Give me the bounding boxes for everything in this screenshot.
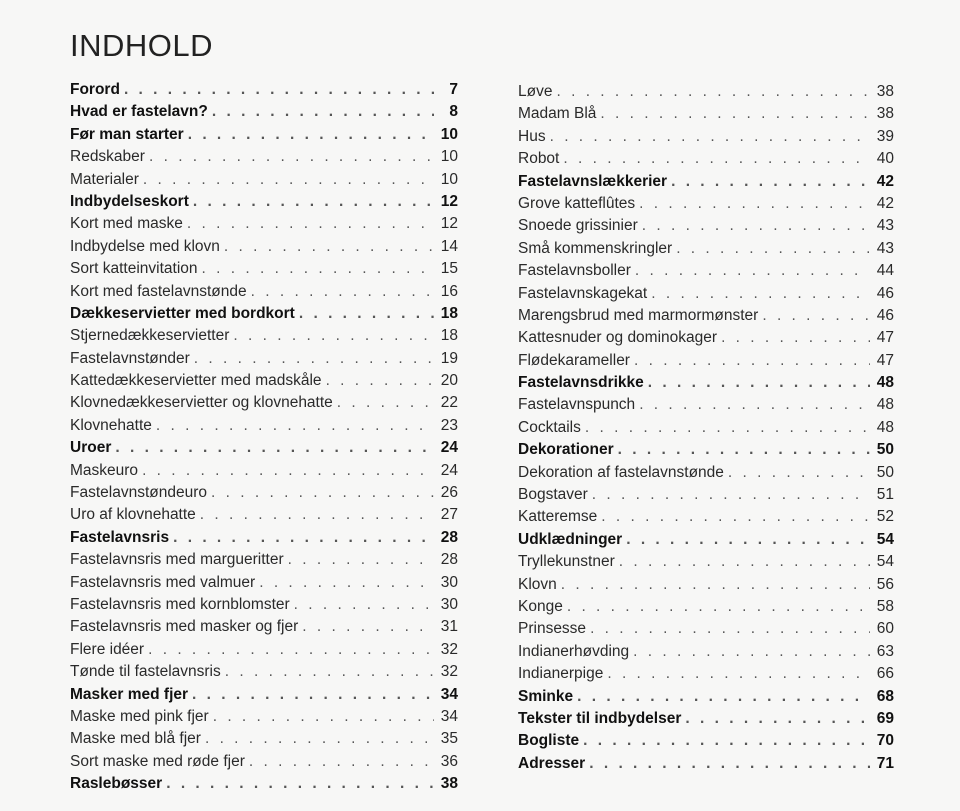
toc-page-number: 30 — [440, 595, 458, 613]
toc-page-number: 35 — [440, 730, 458, 748]
toc-entry-title: Fastelavnsris med kornblomster — [70, 595, 290, 613]
toc-section-entry — [70, 303, 458, 325]
toc-entry — [518, 260, 894, 282]
toc-entry — [70, 348, 458, 370]
toc-entry-title: Katteremse — [518, 508, 598, 526]
toc-page-number: 47 — [876, 351, 894, 369]
toc-entry-title: Redskaber — [70, 148, 145, 166]
toc-entry — [518, 618, 894, 640]
toc-entry — [70, 146, 458, 168]
dot-leader — [585, 417, 870, 439]
toc-section-entry — [518, 372, 894, 394]
dot-leader — [251, 281, 434, 303]
toc-entry — [518, 305, 894, 327]
toc-entry-title: Uroer — [70, 439, 112, 457]
toc-entry-title: Dækkeservietter med bordkort — [70, 304, 295, 322]
toc-page-number: 54 — [876, 553, 894, 571]
toc-entry-title: Indianerpige — [518, 665, 604, 683]
toc-entry — [518, 462, 894, 484]
toc-page-number: 43 — [876, 239, 894, 257]
toc-entry — [518, 283, 894, 305]
toc-page-number: 60 — [876, 620, 894, 638]
toc-entry-title: Materialer — [70, 170, 139, 188]
toc-page-number: 48 — [876, 396, 894, 414]
toc-page-number: 18 — [440, 327, 458, 345]
dot-leader — [115, 437, 434, 459]
toc-entry-title: Fastelavnsris — [70, 528, 170, 546]
toc-entry — [518, 417, 894, 439]
dot-leader — [618, 439, 870, 461]
dot-leader — [225, 661, 434, 683]
toc-page-number: 28 — [440, 528, 458, 546]
toc-entry-title: Fastelavnslækkerier — [518, 172, 668, 190]
dot-leader — [294, 594, 434, 616]
dot-leader — [634, 350, 870, 372]
toc-entry-title: Cocktails — [518, 418, 581, 436]
dot-leader — [728, 462, 870, 484]
dot-leader — [685, 708, 870, 730]
toc-entry — [70, 325, 458, 347]
toc-entry-title: Konge — [518, 597, 563, 615]
dot-leader — [337, 392, 434, 414]
dot-leader — [592, 484, 870, 506]
toc-section-entry — [70, 773, 458, 795]
toc-page-number: 30 — [440, 573, 458, 591]
toc-entry-title: Sminke — [518, 687, 574, 705]
toc-page-number: 12 — [440, 215, 458, 233]
toc-entry — [70, 258, 458, 280]
toc-entry-title: Klovnehatte — [70, 416, 152, 434]
toc-section-entry — [518, 708, 894, 730]
toc-section-entry — [70, 191, 458, 213]
dot-leader — [639, 394, 870, 416]
toc-page-number: 12 — [440, 192, 458, 210]
toc-entry — [70, 661, 458, 683]
dot-leader — [143, 169, 434, 191]
dot-leader — [202, 258, 434, 280]
toc-page-number: 34 — [440, 685, 458, 703]
toc-page-number: 10 — [440, 125, 458, 143]
toc-entry — [518, 126, 894, 148]
toc-entry — [518, 551, 894, 573]
toc-entry-title: Små kommenskringler — [518, 239, 673, 257]
toc-entry-title: Klovnedækkeservietter og klovnehatte — [70, 394, 333, 412]
toc-entry-title: Kort med maske — [70, 215, 183, 233]
toc-page-number: 50 — [876, 441, 894, 459]
toc-page-number: 50 — [876, 463, 894, 481]
dot-leader — [589, 753, 870, 775]
toc-page-number: 24 — [440, 439, 458, 457]
dot-leader — [233, 325, 434, 347]
toc-page-number: 10 — [440, 148, 458, 166]
dot-leader — [583, 730, 870, 752]
dot-leader — [299, 303, 434, 325]
toc-entry-title: Fastelavnsris med margueritter — [70, 551, 284, 569]
toc-entry-title: Klovn — [518, 575, 557, 593]
toc-entry — [70, 616, 458, 638]
toc-entry-title: Fastelavnsboller — [518, 262, 631, 280]
dot-leader — [302, 616, 434, 638]
toc-entry — [518, 238, 894, 260]
toc-entry — [518, 350, 894, 372]
toc-entry — [70, 751, 458, 773]
toc-entry — [70, 281, 458, 303]
toc-page-number: 19 — [440, 349, 458, 367]
toc-entry-title: Dekorationer — [518, 441, 614, 459]
toc-page-number: 36 — [440, 752, 458, 770]
toc-entry-title: Forord — [70, 81, 120, 98]
toc-page-number: 63 — [876, 642, 894, 660]
toc-section-entry — [518, 439, 894, 461]
toc-page-number: 18 — [440, 304, 458, 322]
dot-leader — [188, 124, 434, 146]
toc-entry — [70, 392, 458, 414]
dot-leader — [762, 305, 870, 327]
toc-page-number: 28 — [440, 551, 458, 569]
toc-page-number: 38 — [440, 775, 458, 793]
dot-leader — [600, 103, 870, 125]
toc-entry-title: Raslebøsser — [70, 775, 163, 793]
toc-entry-title: Fastelavnsris med masker og fjer — [70, 618, 299, 636]
toc-entry — [70, 415, 458, 437]
toc-entry — [518, 506, 894, 528]
dot-leader — [193, 191, 434, 213]
dot-leader — [259, 572, 434, 594]
toc-entry-title: Snoede grissinier — [518, 217, 638, 235]
dot-leader — [149, 146, 434, 168]
dot-leader — [142, 460, 434, 482]
dot-leader — [561, 574, 870, 596]
toc-entry — [70, 639, 458, 661]
toc-entry-title: Maskeuro — [70, 461, 139, 479]
toc-entry — [70, 482, 458, 504]
dot-leader — [200, 504, 434, 526]
dot-leader — [563, 148, 870, 170]
toc-page-number: 23 — [440, 416, 458, 434]
toc-entry — [70, 549, 458, 571]
toc-entry-title: Løve — [518, 83, 553, 100]
toc-page-number: 70 — [876, 732, 894, 750]
toc-section-entry — [518, 529, 894, 551]
dot-leader — [192, 684, 434, 706]
dot-leader — [671, 171, 870, 193]
toc-page-number: 7 — [449, 81, 458, 98]
dot-leader — [556, 81, 870, 103]
dot-leader — [721, 327, 870, 349]
toc-entry-title: Uro af klovnehatte — [70, 506, 196, 524]
toc-page-number: 71 — [876, 754, 894, 772]
toc-page-number: 32 — [440, 640, 458, 658]
dot-leader — [166, 773, 434, 795]
toc-entry-title: Marengsbrud med marmormønster — [518, 306, 759, 324]
dot-leader — [626, 529, 870, 551]
toc-entry-title: Bogstaver — [518, 486, 588, 504]
toc-entry — [518, 596, 894, 618]
toc-entry-title: Indianerhøvding — [518, 642, 630, 660]
toc-entry — [70, 572, 458, 594]
toc-entry-title: Før man starter — [70, 125, 184, 143]
toc-page-number: 24 — [440, 461, 458, 479]
toc-entry-title: Udklædninger — [518, 530, 623, 548]
toc-entry — [70, 236, 458, 258]
toc-entry-title: Fastelavnstønder — [70, 349, 190, 367]
toc-section-entry — [518, 730, 894, 752]
toc-entry — [70, 460, 458, 482]
toc-entry-title: Kort med fastelavnstønde — [70, 282, 247, 300]
toc-entry — [70, 728, 458, 750]
toc-entry-title: Maske med blå fjer — [70, 730, 201, 748]
toc-page-number: 68 — [876, 687, 894, 705]
dot-leader — [187, 213, 434, 235]
toc-page-number: 42 — [876, 194, 894, 212]
toc-page-number: 46 — [876, 284, 894, 302]
toc-page-number: 56 — [876, 575, 894, 593]
toc-entry — [70, 370, 458, 392]
toc-entry — [518, 81, 894, 103]
dot-leader — [633, 641, 870, 663]
toc-page-number: 44 — [876, 262, 894, 280]
dot-leader — [205, 728, 434, 750]
toc-entry-title: Indbydelse med klovn — [70, 237, 220, 255]
toc-entry — [70, 706, 458, 728]
toc-section-entry — [70, 101, 458, 123]
toc-entry-title: Hus — [518, 127, 546, 145]
toc-page-number: 69 — [876, 709, 894, 727]
dot-leader — [213, 706, 434, 728]
toc-page-number: 39 — [876, 127, 894, 145]
toc-page-number: 8 — [449, 103, 458, 121]
toc-page-number: 14 — [440, 237, 458, 255]
toc-entry — [518, 484, 894, 506]
toc-page-number: 16 — [440, 282, 458, 300]
dot-leader — [211, 482, 434, 504]
toc-page-number: 58 — [876, 597, 894, 615]
toc-page-number: 10 — [440, 170, 458, 188]
toc-entry-title: Fastelavnspunch — [518, 396, 636, 414]
dot-leader — [326, 370, 434, 392]
toc-entry-title: Sort maske med røde fjer — [70, 752, 245, 770]
dot-leader — [194, 348, 434, 370]
dot-leader — [288, 549, 434, 571]
toc-page-number: 22 — [440, 394, 458, 412]
toc-section-entry — [70, 124, 458, 146]
toc-entry-title: Tryllekunstner — [518, 553, 615, 571]
toc-page-number: 40 — [876, 150, 894, 168]
toc-entry — [518, 148, 894, 170]
toc-entry-title: Fastelavnstøndeuro — [70, 484, 207, 502]
toc-entry-title: Fastelavnsdrikke — [518, 374, 644, 392]
toc-page-number: 38 — [876, 105, 894, 123]
toc-left-column — [70, 79, 458, 796]
dot-leader — [224, 236, 434, 258]
toc-entry-title: Tekster til indbydelser — [518, 709, 682, 727]
toc-page-number: 48 — [876, 418, 894, 436]
toc-page-number: 34 — [440, 707, 458, 725]
dot-leader — [601, 506, 870, 528]
dot-leader — [590, 618, 870, 640]
toc-entry — [518, 394, 894, 416]
toc-entry-title: Grove katteflûtes — [518, 194, 636, 212]
dot-leader — [249, 751, 434, 773]
toc-entry-title: Flødekarameller — [518, 351, 630, 369]
toc-entry-title: Prinsesse — [518, 620, 587, 638]
dot-leader — [550, 126, 870, 148]
toc-entry-title: Sort katteinvitation — [70, 260, 198, 278]
page-title: INDHOLD — [70, 28, 214, 63]
toc-entry-title: Stjernedækkeservietter — [70, 327, 230, 345]
toc-entry — [518, 327, 894, 349]
toc-entry — [518, 193, 894, 215]
toc-entry-title: Kattesnuder og dominokager — [518, 329, 718, 347]
dot-leader — [156, 415, 434, 437]
toc-page-number: 48 — [876, 374, 894, 392]
toc-entry — [518, 641, 894, 663]
toc-entry-title: Robot — [518, 150, 560, 168]
dot-leader — [212, 101, 434, 123]
toc-entry-title: Madam Blå — [518, 105, 597, 123]
toc-entry-title: Masker med fjer — [70, 685, 189, 703]
toc-page-number: 66 — [876, 665, 894, 683]
toc-entry — [70, 504, 458, 526]
toc-entry-title: Fastelavnsris med valmuer — [70, 573, 256, 591]
dot-leader — [676, 238, 870, 260]
toc-page-number: 42 — [876, 172, 894, 190]
toc-page-number: 47 — [876, 329, 894, 347]
toc-entry — [518, 103, 894, 125]
toc-page-number: 51 — [876, 486, 894, 504]
toc-section-entry — [70, 79, 458, 101]
dot-leader — [648, 372, 870, 394]
dot-leader — [148, 639, 434, 661]
toc-page-number: 43 — [876, 217, 894, 235]
dot-leader — [124, 79, 434, 101]
toc-right-column — [518, 81, 894, 775]
dot-leader — [173, 527, 434, 549]
toc-entry — [518, 215, 894, 237]
toc-page-number: 54 — [876, 530, 894, 548]
toc-page-number: 20 — [440, 372, 458, 390]
toc-entry-title: Flere idéer — [70, 640, 145, 658]
toc-section-entry — [70, 437, 458, 459]
toc-section-entry — [518, 753, 894, 775]
toc-section-entry — [518, 171, 894, 193]
dot-leader — [642, 215, 870, 237]
dot-leader — [619, 551, 870, 573]
toc-entry-title: Tønde til fastelavnsris — [70, 663, 221, 681]
toc-entry-title: Kattedækkeservietter med madskåle — [70, 372, 322, 390]
dot-leader — [577, 686, 870, 708]
toc-page-number: 27 — [440, 506, 458, 524]
dot-leader — [639, 193, 870, 215]
toc-entry — [70, 169, 458, 191]
dot-leader — [567, 596, 870, 618]
toc-entry — [70, 594, 458, 616]
toc-entry — [518, 574, 894, 596]
toc-entry-title: Dekoration af fastelavnstønde — [518, 463, 724, 481]
toc-page-number: 32 — [440, 663, 458, 681]
toc-page-number: 38 — [876, 83, 894, 100]
toc-page-number: 15 — [440, 260, 458, 278]
dot-leader — [635, 260, 870, 282]
toc-entry-title: Fastelavnskagekat — [518, 284, 648, 302]
toc-section-entry — [70, 684, 458, 706]
dot-leader — [651, 283, 870, 305]
toc-entry-title: Indbydelseskort — [70, 192, 189, 210]
toc-entry-title: Bogliste — [518, 732, 580, 750]
toc-entry-title: Adresser — [518, 754, 586, 772]
toc-page-number: 52 — [876, 508, 894, 526]
toc-page-number: 46 — [876, 306, 894, 324]
toc-section-entry — [70, 527, 458, 549]
toc-page-number: 26 — [440, 484, 458, 502]
toc-section-entry — [518, 686, 894, 708]
toc-page-number: 31 — [440, 618, 458, 636]
toc-entry — [70, 213, 458, 235]
toc-entry — [518, 663, 894, 685]
toc-entry-title: Maske med pink fjer — [70, 707, 209, 725]
dot-leader — [607, 663, 870, 685]
toc-entry-title: Hvad er fastelavn? — [70, 103, 208, 121]
